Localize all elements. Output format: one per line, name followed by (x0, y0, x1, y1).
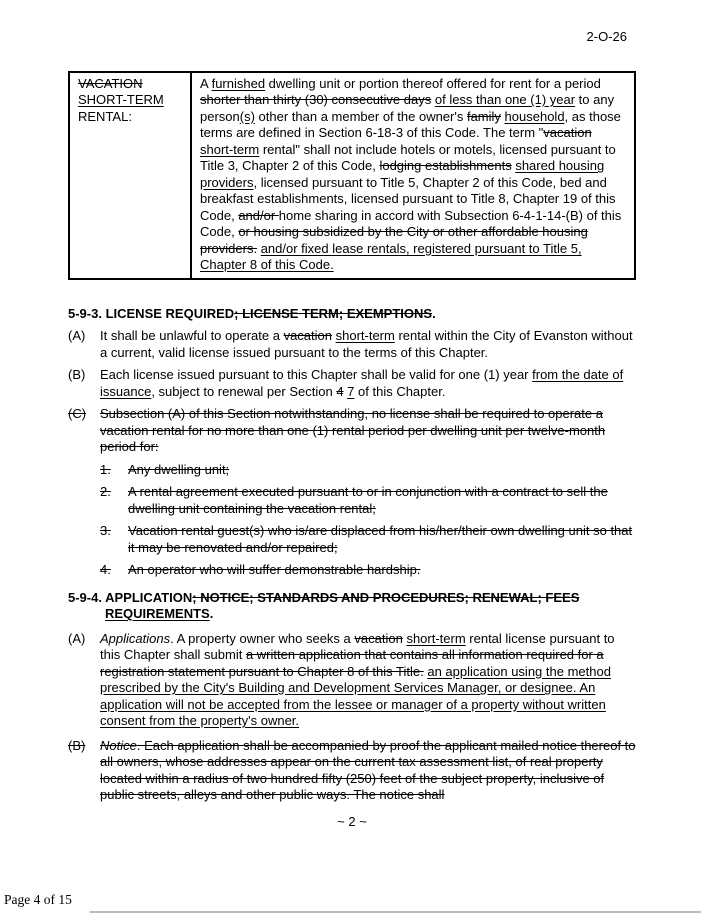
paragraph-label-C: (C) (68, 406, 87, 421)
list-item-body: A rental agreement executed pursuant to or in conjunction with a contract to sell the dwelling unit containing the vacation rental; (128, 484, 608, 516)
list-item-1 (100, 462, 636, 479)
paragraph-body: Notice. Each application shall be accompanied by proof the applicant mailed notice thereof to all owners, whose addresses appear on the current tax assessment list, of real property located within a radius of two hundred fifty (250) feet of the subject property, inclusive of public streets, alleys and other public ways. The notice shall (100, 737, 636, 802)
definition-term-cell: VACATION SHORT-TERM RENTAL: (69, 72, 191, 279)
paragraph-label-B: (B) (68, 367, 86, 382)
list-marker-2: 2. (100, 484, 111, 499)
paragraph-body: It shall be unlawful to operate a vacation short-term rental within the City of Evanston without a current, valid license issued pursuant to the terms of this Chapter. (100, 328, 633, 360)
list-item-3 (100, 523, 636, 556)
paragraph-body: Applications. A property owner who seeks a vacation short-term rental license pursuant to this Chapter shall submit a written application that contains all information required for a registration statement pursuant to Chapter 8 of this Title. an application using the method prescribed by the City's Building and Development Services Manager, or designee. An application will not be accepted from the lessee or manager of a property without written consent from the property's owner. (100, 630, 615, 728)
paragraph-5-9-4-B (68, 738, 636, 804)
list-item-body: Vacation rental guest(s) who is/are displaced from his/her/their own dwelling unit so that it may be renovated and/or repaired; (128, 523, 633, 555)
list-item-4 (100, 562, 636, 579)
paragraph-5-9-4-A (68, 631, 636, 730)
list-marker-4: 4. (100, 562, 111, 577)
section-5-9-3-heading: 5-9-3. LICENSE REQUIRED; LICENSE TERM; EXEMPTIONS. (68, 305, 436, 321)
definition-table (68, 71, 636, 280)
paragraph-label-A: (A) (68, 630, 86, 646)
list-item-body: Any dwelling unit; (128, 461, 230, 477)
paragraph-label-B: (B) (68, 737, 86, 753)
document-page (68, 0, 636, 830)
definition-table-row (69, 72, 635, 279)
page-number: ~ 2 ~ (337, 813, 367, 829)
list-marker-1: 1. (100, 461, 111, 477)
list-item-body: An operator who will suffer demonstrable hardship. (128, 562, 421, 577)
paragraph-label-A: (A) (68, 328, 86, 343)
section-5-9-4-heading: 5-9-4. APPLICATION; NOTICE; STANDARDS AND PROCEDURES; RENEWAL; FEES REQUIREMENTS. (68, 589, 580, 621)
paragraph-5-9-3-C (68, 406, 636, 456)
viewer-page-label: Page 4 of 15 (4, 892, 72, 907)
paragraph-5-9-3-B (68, 367, 636, 400)
list-item-2 (100, 484, 636, 517)
paragraph-body: Subsection (A) of this Section notwithstanding, no license shall be required to operate a vacation rental for no more than one (1) rental period per dwelling unit per twelve-month period for: (100, 406, 606, 454)
list-marker-3: 3. (100, 523, 111, 538)
paragraph-5-9-3-A (68, 328, 636, 361)
ordinance-number: 2-O-26 (586, 29, 627, 44)
paragraph-body: Each license issued pursuant to this Chapter shall be valid for one (1) year from the date of issuance, subject to renewal per Section 4 7 of this Chapter. (100, 367, 624, 399)
definition-text-cell: A furnished dwelling unit or portion thereof offered for rent for a period shorter than thirty (30) consecutive days of less than one (1) year to any person(s) other than a member of the owner's family household, as those terms are defined in Section 6-18-3 of this Code. The term "vacation short-term rental" shall not include hotels or motels, licensed pursuant to Title 3, Chapter 2 of this Code, lodging establishments shared housing providers, licensed pursuant to Title 5, Chapter 2 of this Code, bed and breakfast establishments, licensed pursuant to Title 8, Chapter 19 of this Code, and/or home sharing in accord with Subsection 6-4-1-14-(B) of this Code, or housing subsidized by the City or other affordable housing providers. and/or fixed lease rentals, registered pursuant to Title 5, Chapter 8 of this Code. (191, 72, 635, 279)
